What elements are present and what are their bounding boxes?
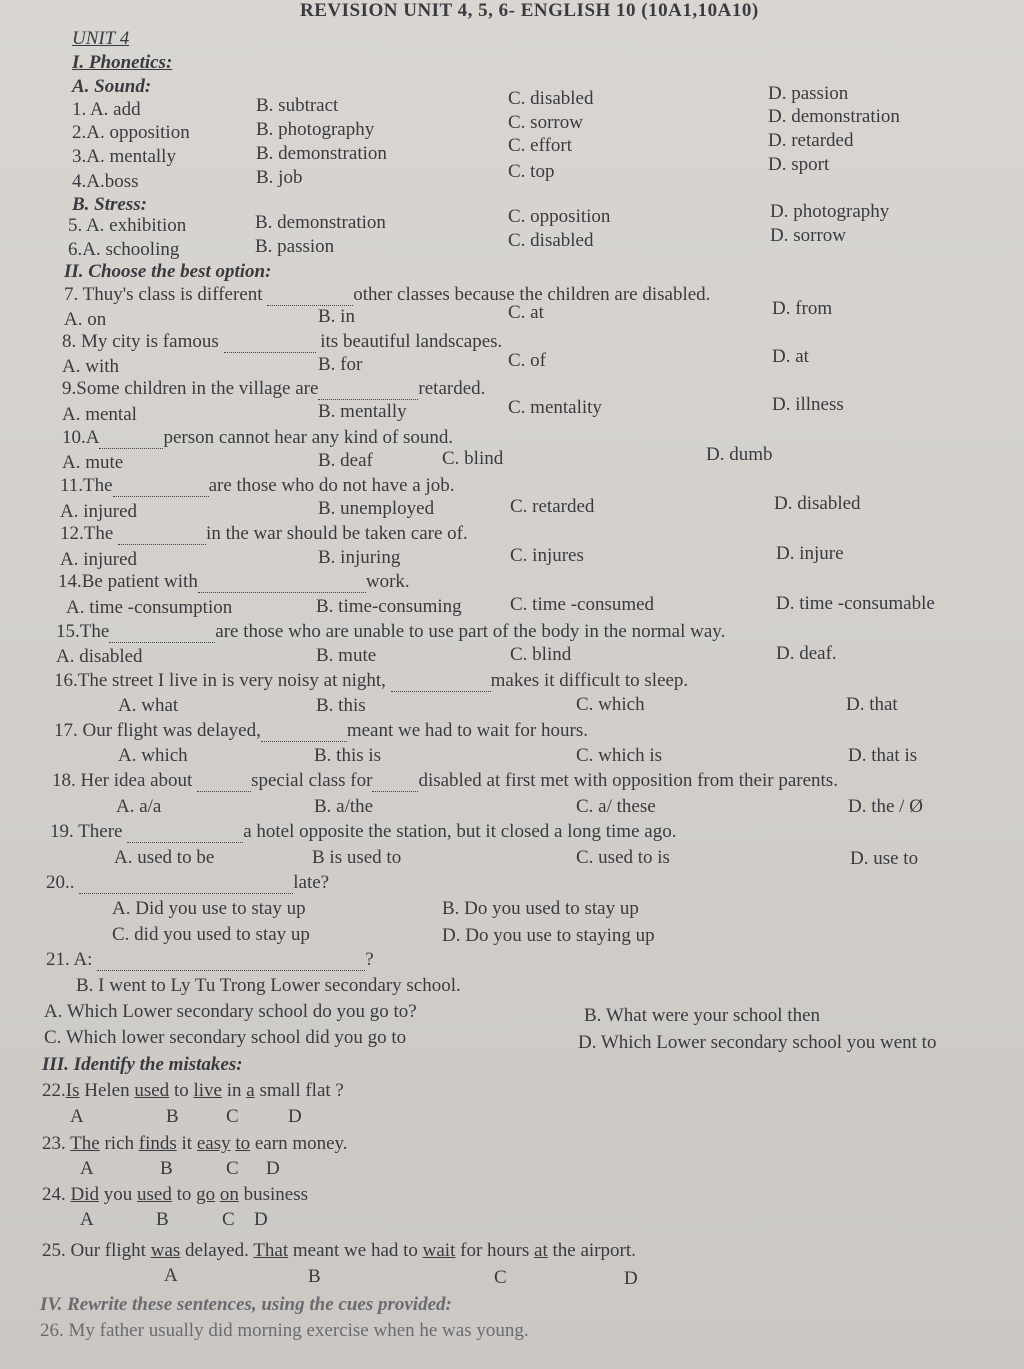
mistake-letter: A <box>164 1265 178 1286</box>
option-b: B is used to <box>312 847 402 868</box>
option-d: D. that <box>846 694 898 715</box>
mistake-letter: D <box>624 1268 638 1289</box>
option-b: B. injuring <box>318 547 401 568</box>
dialogue-answer: B. I went to Ly Tu Trong Lower secondary school. <box>76 975 461 996</box>
question-stem: 10.A person cannot hear any kind of sound. <box>62 427 454 448</box>
question-number: 6. <box>68 239 83 260</box>
mistake-letter: D <box>254 1209 268 1230</box>
mistake-letter: A <box>80 1158 94 1179</box>
option-a: A. time -consumption <box>66 597 233 618</box>
option-d: D. demonstration <box>768 106 900 127</box>
option-b: B. for <box>318 354 363 375</box>
option-a: A. Which Lower secondary school do you go to? <box>44 1001 417 1022</box>
option-d: D. retarded <box>768 130 854 151</box>
mistake-sentence: 23. The rich finds it easy to earn money. <box>42 1133 348 1154</box>
option-c: C. retarded <box>510 496 595 517</box>
question-stem: 17. Our flight was delayed, meant we had to wait for hours. <box>54 720 588 741</box>
question-number: 3. <box>72 146 87 167</box>
rewrite-sentence: 26. My father usually did morning exercise when he was young. <box>40 1320 529 1341</box>
option-a: A. with <box>62 356 119 377</box>
option-d: D. dumb <box>706 444 773 465</box>
phonetics-heading: I. Phonetics: <box>72 52 173 73</box>
question-stem: 21. A: ? <box>46 949 374 970</box>
rewrite-heading: IV. Rewrite these sentences, using the cues provided: <box>40 1294 452 1315</box>
option-b: B. passion <box>255 236 335 257</box>
option-d: D. Do you use to staying up <box>442 925 655 946</box>
option-b: B. in <box>318 306 355 327</box>
mistake-letter: D <box>288 1106 302 1127</box>
sound-heading: A. Sound: <box>72 76 152 97</box>
option-a: A. disabled <box>56 646 143 667</box>
option-a: A. Did you use to stay up <box>112 898 306 919</box>
option-c: C. top <box>508 161 555 182</box>
option-c: C. a/ these <box>576 796 656 817</box>
option-c: C. Which lower secondary school did you go to <box>44 1027 407 1048</box>
option-c: C. used to is <box>576 847 670 868</box>
mistake-letter: B <box>160 1158 173 1179</box>
option-b: B. Do you used to stay up <box>442 898 639 919</box>
option-b: B. photography <box>256 119 375 140</box>
option-a: A. injured <box>60 549 138 570</box>
mistake-letter: C <box>494 1267 507 1288</box>
option-c: C. of <box>508 350 546 371</box>
question-stem: 12.The in the war should be taken care of. <box>60 523 468 544</box>
option-b: B. a/the <box>314 796 374 817</box>
option-c: C. which is <box>576 745 663 766</box>
worksheet-title: REVISION UNIT 4, 5, 6- ENGLISH 10 (10A1,10A10) <box>300 0 759 21</box>
option-a: A. schooling <box>82 239 180 260</box>
question-stem: 9.Some children in the village are retarded. <box>62 378 486 399</box>
option-a: A. which <box>118 745 188 766</box>
option-b: B. demonstration <box>256 143 387 164</box>
option-b: B. subtract <box>256 95 339 116</box>
question-number: 2. <box>72 122 87 143</box>
option-c: C. sorrow <box>508 112 583 133</box>
option-a: A. what <box>118 695 179 716</box>
option-d: D. Which Lower secondary school you went to <box>578 1032 937 1053</box>
stress-heading: B. Stress: <box>72 194 147 215</box>
mistake-sentence: 22.Is Helen used to live in a small flat ? <box>42 1080 344 1101</box>
option-b: B. deaf <box>318 450 373 471</box>
option-c: C. blind <box>510 644 572 665</box>
option-d: D. deaf. <box>776 643 837 664</box>
mistake-letter: C <box>226 1106 239 1127</box>
question-stem: 18. Her idea about special class for disabled at first met with opposition from their parents. <box>52 770 838 791</box>
option-d: D. that is <box>848 745 918 766</box>
option-d: D. use to <box>850 848 919 869</box>
option-c: C. disabled <box>508 230 594 251</box>
option-d: D. injure <box>776 543 844 564</box>
option-a: A. injured <box>60 501 138 522</box>
option-c: C. did you used to stay up <box>112 924 310 945</box>
option-b: B. mentally <box>318 401 407 422</box>
option-d: D. photography <box>770 201 890 222</box>
option-b: B. unemployed <box>318 498 435 519</box>
question-stem: 14.Be patient with work. <box>58 571 410 592</box>
question-stem: 16.The street I live in is very noisy at night, makes it difficult to sleep. <box>54 670 689 691</box>
option-a: A. on <box>64 309 107 330</box>
question-stem: 15.The are those who are unable to use part of the body in the normal way. <box>56 621 726 642</box>
option-d: D. at <box>772 346 809 367</box>
question-number: 4. <box>72 171 87 192</box>
question-stem: 20.. late? <box>46 872 330 893</box>
option-d: D. time -consumable <box>776 593 935 614</box>
option-a: A. used to be <box>114 847 215 868</box>
question-stem: 7. Thuy's class is different other classes because the children are disabled. <box>64 284 711 305</box>
option-c: C. disabled <box>508 88 594 109</box>
mistake-letter: B <box>166 1106 179 1127</box>
option-a: A. mute <box>62 452 124 473</box>
option-a: A. exhibition <box>85 215 187 236</box>
mistake-letter: B <box>156 1209 169 1230</box>
option-b: B. time-consuming <box>316 596 462 617</box>
mistakes-heading: III. Identify the mistakes: <box>42 1054 243 1075</box>
mistake-letter: B <box>308 1266 321 1287</box>
option-a: A. mentally <box>86 146 176 167</box>
option-a: A. mental <box>62 404 137 425</box>
option-c: C. effort <box>508 135 573 156</box>
question-stem: 19. There a hotel opposite the station, but it closed a long time ago. <box>50 821 677 842</box>
unit-heading: UNIT 4 <box>72 28 130 49</box>
mistake-letter: D <box>266 1158 280 1179</box>
option-d: D. the / Ø <box>848 796 923 817</box>
option-c: C. at <box>508 302 544 323</box>
option-a: A.boss <box>86 171 139 192</box>
option-c: C. mentality <box>508 397 602 418</box>
mistake-letter: A <box>70 1106 84 1127</box>
option-d: D. sport <box>768 154 830 175</box>
option-b: B. this is <box>314 745 382 766</box>
option-c: C. opposition <box>508 206 611 227</box>
question-stem: 8. My city is famous its beautiful landscapes. <box>62 331 503 352</box>
mistake-sentence: 24. Did you used to go on business <box>42 1184 309 1205</box>
question-number: 5. <box>68 215 83 236</box>
question-stem: 11.The are those who do not have a job. <box>60 475 455 496</box>
option-a: A. opposition <box>86 122 190 143</box>
option-b: B. demonstration <box>255 212 386 233</box>
mistake-letter: C <box>222 1209 235 1230</box>
choose-heading: II. Choose the best option: <box>64 261 272 282</box>
mistake-letter: C <box>226 1158 239 1179</box>
mistake-sentence: 25. Our flight was delayed. That meant we had to wait for hours at the airport. <box>42 1240 636 1261</box>
option-b: B. this <box>316 695 366 716</box>
option-d: D. disabled <box>774 493 861 514</box>
option-b: B. job <box>256 167 303 188</box>
option-c: C. blind <box>442 448 504 469</box>
option-a: A. a/a <box>116 796 162 817</box>
option-b: B. mute <box>316 645 377 666</box>
option-d: D. sorrow <box>770 225 846 246</box>
option-c: C. time -consumed <box>510 594 655 615</box>
option-d: D. from <box>772 298 833 319</box>
option-a: A. add <box>89 99 141 120</box>
mistake-letter: A <box>80 1209 94 1230</box>
option-d: D. illness <box>772 394 844 415</box>
option-c: C. injures <box>510 545 584 566</box>
question-number: 1. <box>72 99 87 120</box>
option-b: B. What were your school then <box>584 1005 821 1026</box>
option-c: C. which <box>576 694 645 715</box>
option-d: D. passion <box>768 83 849 104</box>
